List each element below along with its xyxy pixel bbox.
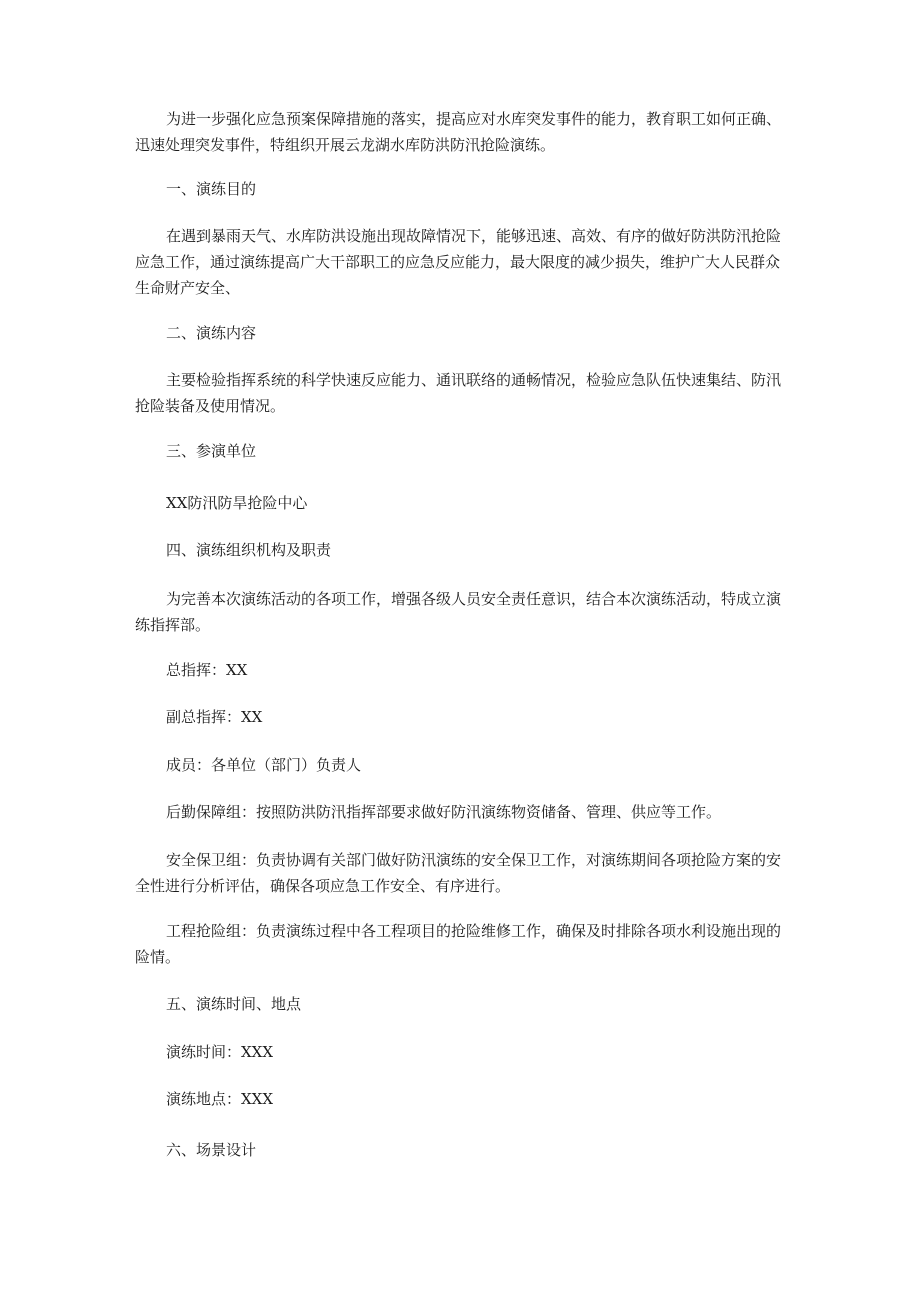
purpose-paragraph: 在遇到暴雨天气、水库防洪设施出现故障情况下，能够迅速、高效、有序的做好防洪防汛抢险应急工作，通过演练提高广大干部职工的应急反应能力，最大限度的减少损失，维护广大人民群众生命财产安全、 — [135, 227, 782, 297]
section-heading-time-place: 五、演练时间、地点 — [166, 995, 302, 1013]
section-heading-purpose: 一、演练目的 — [166, 180, 257, 198]
section-heading-content: 二、演练内容 — [166, 324, 257, 342]
security-group-paragraph: 安全保卫组：负责协调有关部门做好防汛演练的安全保卫工作，对演练期间各项抢险方案的安全性进行分析评估，确保各项应急工作安全、有序进行。 — [135, 851, 782, 895]
intro-paragraph: 为进一步强化应急预案保障措施的落实，提高应对水库突发事件的能力，教育职工如何正确、迅速处理突发事件，特组织开展云龙湖水库防洪防汛抢险演练。 — [135, 110, 782, 154]
section-heading-organization: 四、演练组织机构及职责 — [166, 541, 332, 559]
units-paragraph: XX防汛防旱抢险中心 — [166, 494, 308, 512]
drill-time-line: 演练时间：XXX — [166, 1043, 274, 1061]
section-heading-units: 三、参演单位 — [166, 442, 257, 460]
members-line: 成员：各单位（部门）负责人 — [166, 756, 362, 774]
content-paragraph: 主要检验指挥系统的科学快速反应能力、通讯联络的通畅情况，检验应急队伍快速集结、防汛抢险装备及使用情况。 — [135, 371, 782, 415]
organization-paragraph: 为完善本次演练活动的各项工作，增强各级人员安全责任意识，结合本次演练活动，特成立演练指挥部。 — [135, 590, 782, 634]
logistics-group-paragraph: 后勤保障组：按照防洪防汛指挥部要求做好防汛演练物资储备、管理、供应等工作。 — [166, 803, 722, 821]
section-heading-scenario: 六、场景设计 — [166, 1141, 257, 1159]
drill-place-line: 演练地点：XXX — [166, 1090, 274, 1108]
deputy-commander-line: 副总指挥：XX — [166, 708, 263, 726]
commander-line: 总指挥：XX — [166, 661, 248, 679]
engineering-group-paragraph: 工程抢险组：负责演练过程中各工程项目的抢险维修工作，确保及时排除各项水利设施出现的险情。 — [135, 922, 782, 966]
